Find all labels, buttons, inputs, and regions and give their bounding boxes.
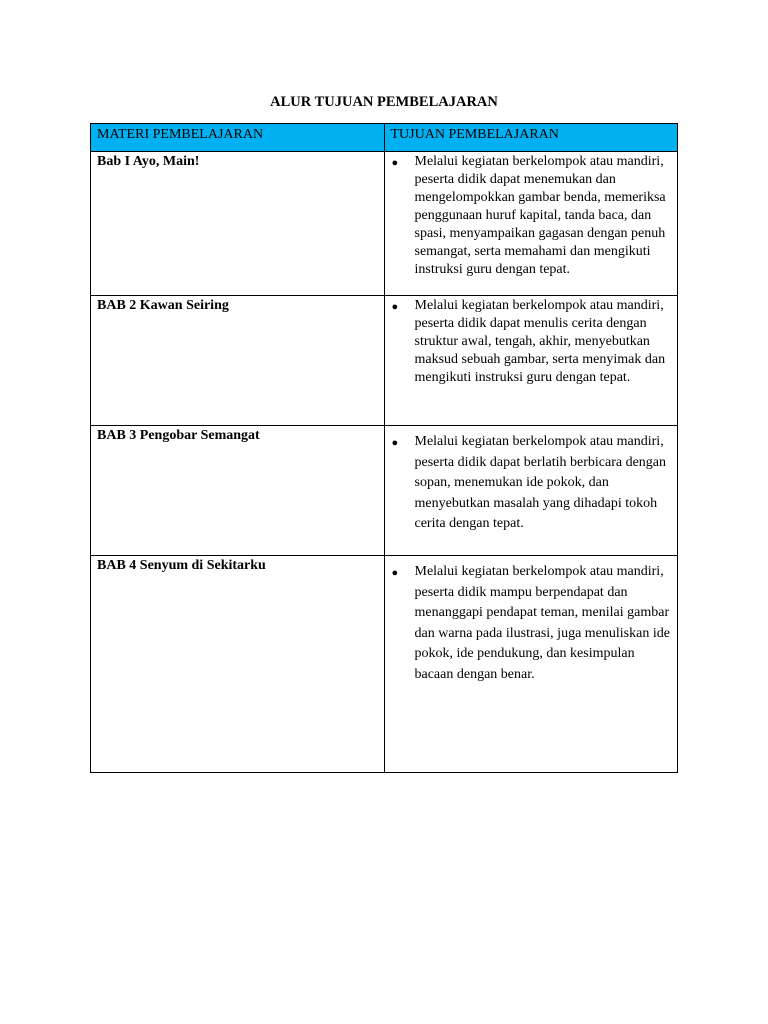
chapter-title: BAB 2 Kawan Seiring: [97, 298, 229, 313]
goal-list-item: [385, 296, 678, 387]
table-row: [91, 426, 678, 556]
goal-text: Melalui kegiatan berkelompok atau mandiri, peserta didik dapat menemukan dan mengelompokkan gambar benda, memeriksa penggunaan huruf kapital, tanda baca, dan spasi, menyampaikan gagasan dengan penuh semangat, serta memahami dan mengikuti instruksi guru dengan tepat.: [414, 154, 666, 277]
goal-text: Melalui kegiatan berkelompok atau mandiri, peserta didik dapat menulis cerita dengan struktur awal, tengah, akhir, menyebutkan maksud sebuah gambar, serta menyimak dan mengikuti instruksi guru dengan tepat.: [414, 298, 666, 385]
table-row: [91, 556, 678, 773]
bullet-icon: ●: [391, 437, 399, 449]
table-row: [91, 152, 678, 296]
header-tujuan: [384, 124, 678, 152]
bullet-icon: ●: [391, 157, 399, 169]
chapter-cell: [91, 426, 385, 556]
header-tujuan-label: TUJUAN PEMBELAJARAN: [390, 127, 559, 142]
page-title: ALUR TUJUAN PEMBELAJARAN: [270, 94, 498, 110]
goal-cell: [384, 556, 678, 773]
header-materi-label: MATERI PEMBELAJARAN: [97, 127, 264, 142]
goal-list-item: [385, 556, 678, 685]
goal-cell: [384, 296, 678, 426]
chapter-cell: [91, 556, 385, 773]
header-materi: [91, 124, 385, 152]
chapter-cell: [91, 152, 385, 296]
chapter-title: BAB 3 Pengobar Semangat: [97, 428, 260, 443]
goal-cell: [384, 426, 678, 556]
goal-list-item: [385, 426, 678, 535]
table-row: [91, 296, 678, 426]
chapter-title: BAB 4 Senyum di Sekitarku: [97, 558, 266, 573]
goal-text: Melalui kegiatan berkelompok atau mandiri, peserta didik dapat berlatih berbicara dengan sopan, menemukan ide pokok, dan menyebutkan masalah yang dihadapi tokoh cerita dengan tepat.: [414, 434, 666, 531]
goal-text: Melalui kegiatan berkelompok atau mandiri, peserta didik mampu berpendapat dan menanggapi pendapat teman, menilai gambar dan warna pada ilustrasi, juga menuliskan ide pokok, ide pendukung, dan kesimpulan bacaan dengan benar.: [414, 564, 670, 682]
bullet-icon: ●: [391, 567, 399, 579]
bullet-icon: ●: [391, 301, 399, 313]
table-header-row: [91, 124, 678, 152]
goal-cell: [384, 152, 678, 296]
goal-list-item: [385, 152, 678, 279]
chapter-cell: [91, 296, 385, 426]
chapter-title: Bab I Ayo, Main!: [97, 154, 200, 169]
learning-objectives-table: [90, 123, 678, 773]
